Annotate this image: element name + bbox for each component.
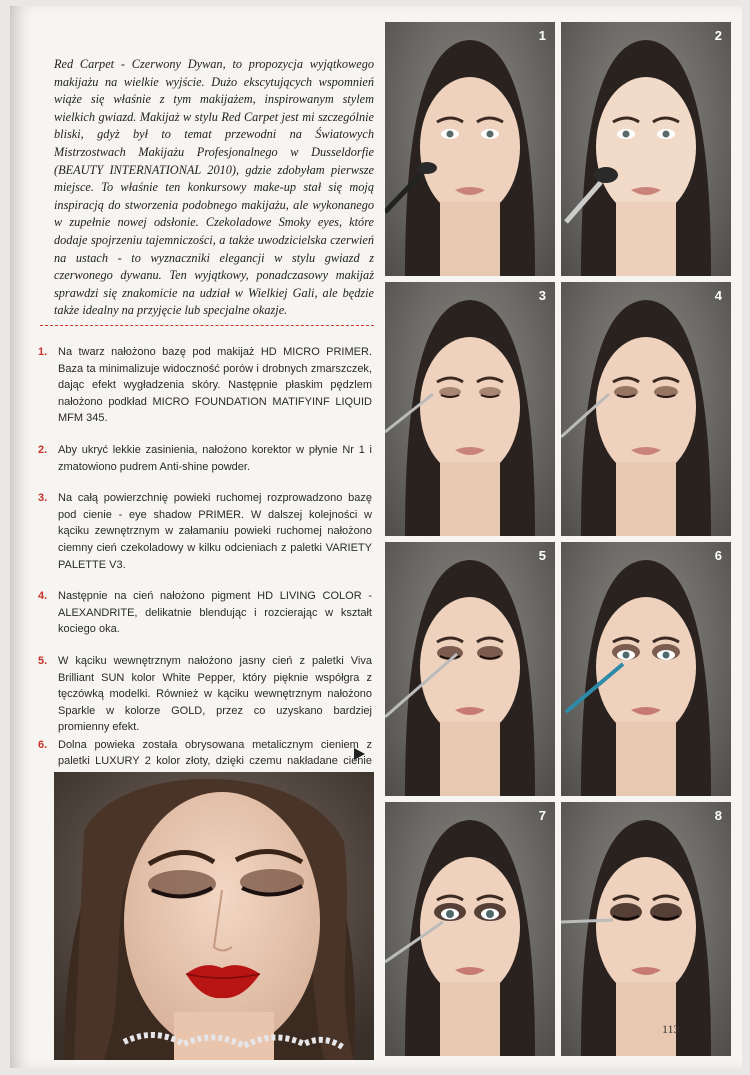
- step-photo-number: 3: [538, 288, 546, 303]
- final-look-illustration: [54, 772, 374, 1060]
- step-text: Na twarz nałożono bazę pod makijaż HD MICRO PRIMER. Baza ta minimalizuje widoczność porów i drobnych zmarszczek, dając efekt wygładzenia skóry. Następnie płaskim pędzlem nałożono podkład MICRO FOUNDATION MATIFYINF LIQUID MFM 345.: [58, 346, 372, 425]
- page-number: 113: [662, 1022, 680, 1036]
- step-item: [38, 442, 372, 475]
- step-photo-number: 8: [714, 808, 722, 823]
- step-photo: [385, 802, 555, 1056]
- step-photo: [561, 282, 731, 536]
- step-photo: [385, 22, 555, 276]
- face-illustration: [385, 22, 555, 276]
- step-list: [38, 344, 372, 787]
- step-number: 5.: [38, 654, 48, 667]
- step-number: 6.: [38, 738, 48, 751]
- face-illustration: [385, 802, 555, 1056]
- step-photo: [561, 22, 731, 276]
- section-divider: [40, 325, 374, 326]
- final-look-photo: [54, 772, 374, 1060]
- step-photo-number: 2: [714, 28, 722, 43]
- step-number: 4.: [38, 590, 48, 603]
- face-illustration: [561, 802, 731, 1056]
- step-photo: [561, 542, 731, 796]
- step-text: Aby ukryć lekkie zasinienia, nałożono korektor w płynie Nr 1 i zmatowiono pudrem Anti-shine powder.: [58, 443, 372, 473]
- face-illustration: [385, 282, 555, 536]
- step-text: W kąciku wewnętrznym nałożono jasny cień z paletki Viva Brilliant SUN kolor White Pepper, który pięknie współgra z tęczówką modelki. Również w kąciku wewnętrznym nałożono Sparkle w kolorze GOLD, przez co uzyskano bardziej promienny efekt.: [58, 654, 372, 734]
- step-number: 1.: [38, 346, 48, 358]
- step-photo: [385, 542, 555, 796]
- step-photo: [561, 802, 731, 1056]
- step-item: [38, 588, 372, 638]
- face-illustration: [561, 22, 731, 276]
- step-photo-number: 4: [714, 288, 722, 303]
- step-photo: [385, 282, 555, 536]
- step-text: Na całą powierzchnię powieki ruchomej rozprowadzono bazę pod cienie - eye shadow PRIMER. W dalszej kolejności w kąciku zewnętrznym w załamaniu powieki ruchomej nałożono ciemny cień czekoladowy w kilku odcieniach z paletki VARIETY PALETTE V3.: [58, 492, 372, 571]
- continue-arrow-icon: [354, 748, 365, 760]
- step-number: 2.: [38, 443, 48, 456]
- step-text: Następnie na cień nałożono pigment HD LIVING COLOR - ALEXANDRITE, delikatnie blendując i rozcierając w kształt kociego oka.: [58, 590, 372, 636]
- step-photo-number: 1: [538, 28, 546, 43]
- face-illustration: [385, 542, 555, 796]
- step-photo-number: 5: [538, 548, 546, 563]
- intro-paragraph: Red Carpet - Czerwony Dywan, to propozycja wyjątkowego makijażu na wielkie wyjście. Dużo ekscytujących wspomnień wiąże się właśnie z tym makijażem, inspirowanym stylem wielkich gwiazd. Makijaż w stylu Red Carpet jest mi szczególnie bliski, gdyż był to temat przewodni na Światowych Mistrzostwach Makijażu Profesjonalnego w Dusseldorfie (BEAUTY INTERNATIONAL 2010), gdzie zdobyłam pierwsze miejsce. To właśnie ten konkursowy make-up stał się moją inspiracją do stworzenia podobnego makijażu, ale wykonanego w zupełnie nowej odsłonie. Czekoladowe Smoky eyes, które dodaje spojrzeniu tajemniczości, a także uwodzicielska czerwień na ustach - to wyznaczniki elegancji w stylu gwiazd z czerwonego dywanu. Ten wyjątkowy, ponadczasowy makijaż sprawdzi się znakomicie na udział w Wielkiej Gali, ale będzie także idealny na przyjęcie lub specjalne okazje.: [54, 57, 374, 318]
- step-text: Dolna powieka została obrysowana metalicznym cieniem z paletki LUXURY 2 kolor złoty, dzięki czemu nakładane cienie: [58, 738, 372, 768]
- step-item: [38, 653, 372, 736]
- face-illustration: [561, 282, 731, 536]
- step-number: 3.: [38, 492, 48, 505]
- step-photo-number: 6: [714, 548, 722, 563]
- step-item: [38, 490, 372, 573]
- step-item: [38, 344, 372, 427]
- step-photo-number: 7: [538, 808, 546, 823]
- face-illustration: [561, 542, 731, 796]
